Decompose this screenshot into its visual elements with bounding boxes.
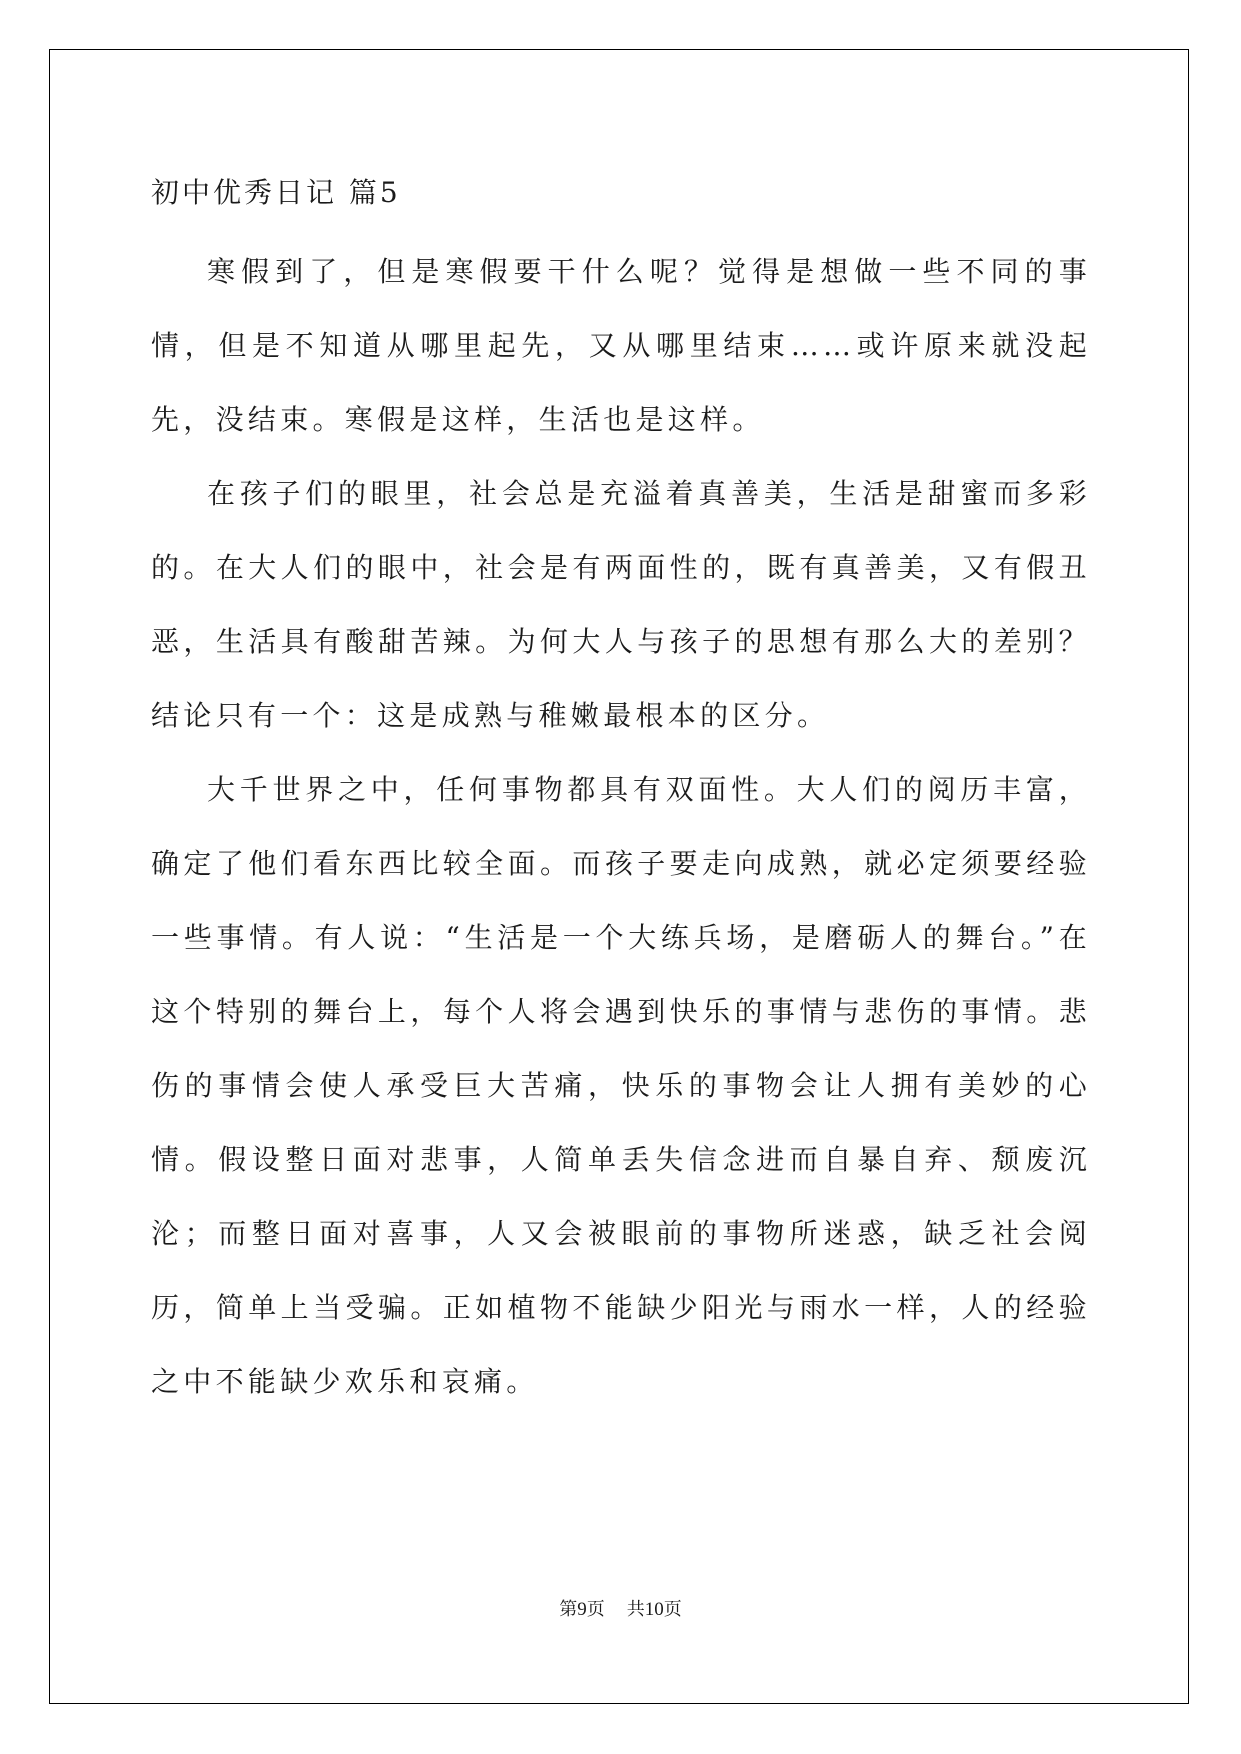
page-current: 9	[577, 1599, 587, 1620]
document-body	[151, 163, 1091, 1419]
paragraph-2: 在孩子们的眼里，社会总是充溢着真善美，生活是甜蜜而多彩的。在大人们的眼中，社会是有两面性的，既有真善美，又有假丑恶，生活具有酸甜苦辣。为何大人与孩子的思想有那么大的差别？结论只有一个：这是成熟与稚嫩最根本的区分。	[151, 477, 1091, 732]
page-total: 10	[644, 1599, 664, 1620]
page-suffix: 页	[586, 1599, 605, 1620]
total-prefix: 共	[626, 1599, 645, 1620]
document-title: 初中优秀日记 篇5	[151, 176, 401, 209]
page-prefix: 第	[559, 1599, 578, 1620]
total-suffix: 页	[663, 1599, 682, 1620]
paragraph-1: 寒假到了，但是寒假要干什么呢？觉得是想做一些不同的事情，但是不知道从哪里起先，又从哪里结束……或许原来就没起先，没结束。寒假是这样，生活也是这样。	[151, 255, 1091, 436]
page-footer	[0, 1598, 1241, 1622]
paragraph-3: 大千世界之中，任何事物都具有双面性。大人们的阅历丰富，确定了他们看东西比较全面。而孩子要走向成熟，就必定须要经验一些事情。有人说：“生活是一个大练兵场，是磨砺人的舞台。”在这个特别的舞台上，每个人将会遇到快乐的事情与悲伤的事情。悲伤的事情会使人承受巨大苦痛，快乐的事物会让人拥有美妙的心情。假设整日面对悲事，人简单丢失信念进而自暴自弃、颓废沉沦；而整日面对喜事，人又会被眼前的事物所迷惑，缺乏社会阅历，简单上当受骗。正如植物不能缺少阳光与雨水一样，人的经验之中不能缺少欢乐和哀痛。	[151, 773, 1091, 1398]
